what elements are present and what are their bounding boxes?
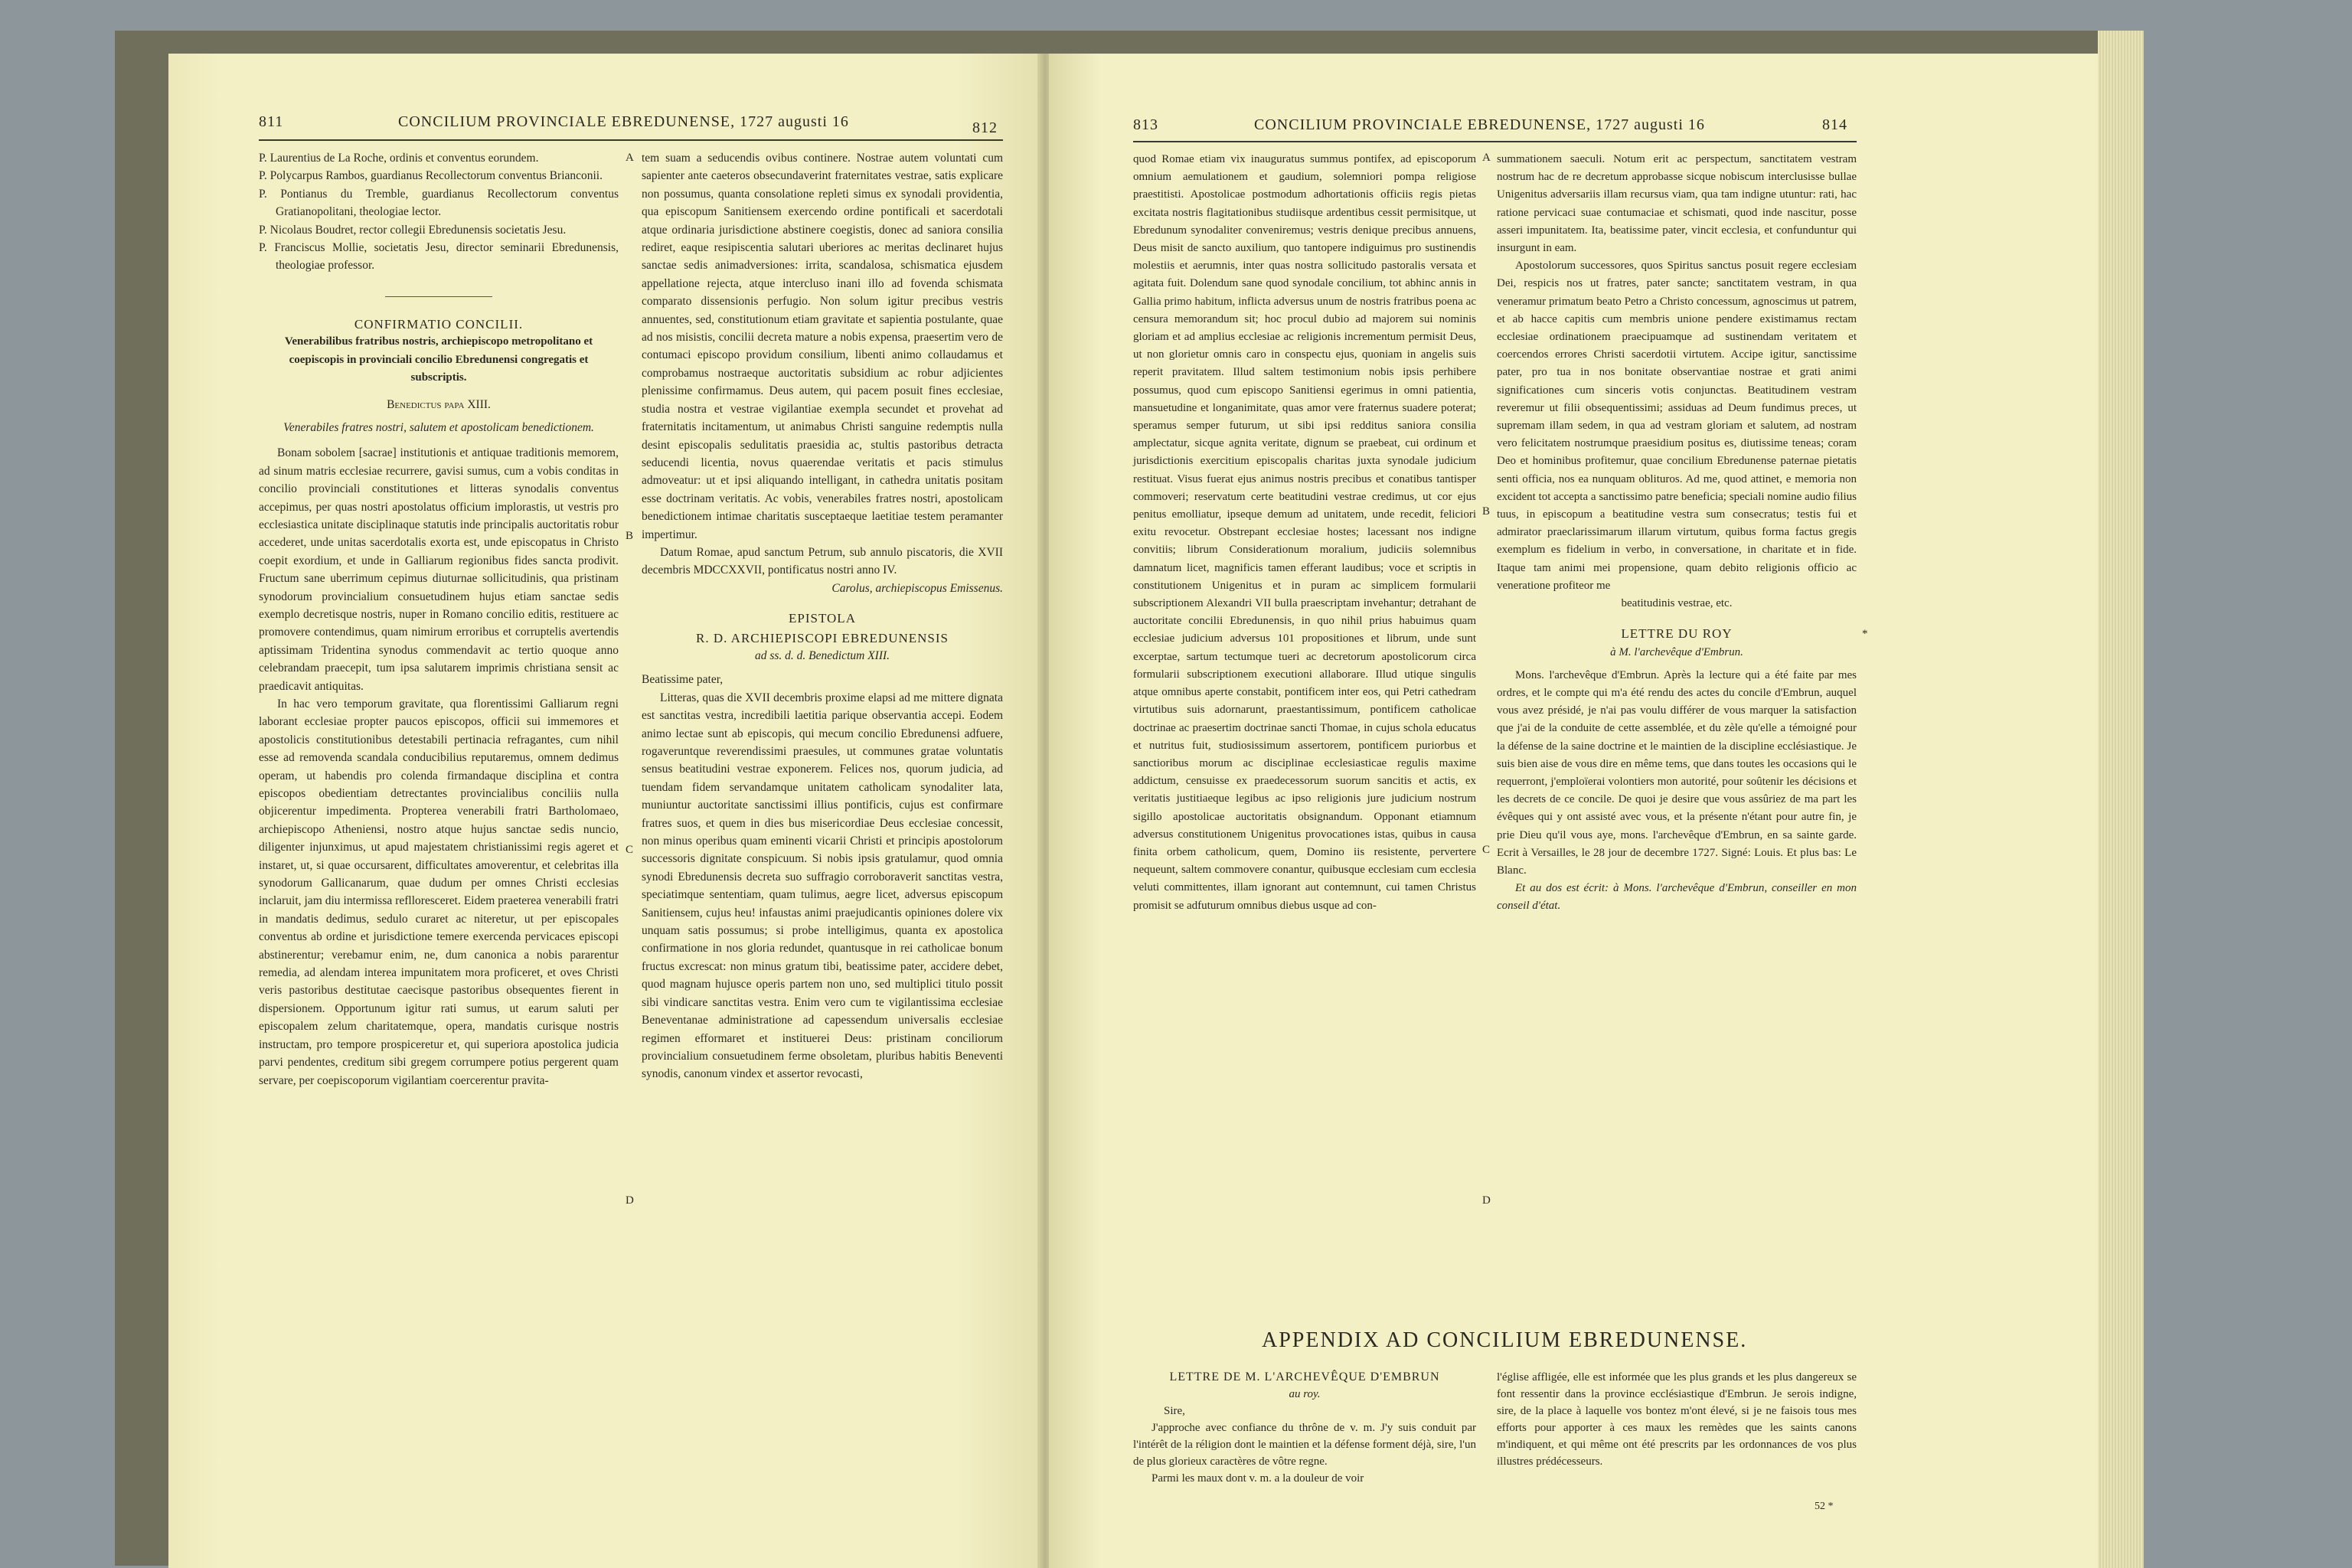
lettre-du-roy-heading: LETTRE DU ROY (1621, 626, 1733, 642)
signatory-1: P. Laurentius de La Roche, ordinis et conventus eorundem. (259, 152, 539, 165)
appendix-column-left (1133, 1369, 1476, 1487)
epistola-greeting: Beatissime pater, (642, 673, 724, 687)
bull-dating: Datum Romae, apud sanctum Petrum, sub annulo piscatoris, die XVII decembris MDCCXXVII, pontificatus nostri anno IV. (642, 545, 1003, 577)
column-811 (259, 149, 619, 1089)
right-page (1049, 54, 2098, 1568)
lettre-archeveque-heading: LETTRE DE M. L'ARCHEVÊQUE D'EMBRUN (1169, 1370, 1440, 1383)
signatory-5: P. Franciscus Mollie, societatis Jesu, director seminarii Ebredunensis, theologiae professor. (259, 241, 619, 273)
header-rule-right (1133, 141, 1857, 142)
bull-continuation: tem suam a seducendis ovibus continere. Nostrae autem voluntati cum sapienter ante caeteros obsecundaverint fraternitates vestrae, satis explicare non possumus, quanta consolatione repleti simus ex synodali providentia, qua episcopum Sanitiensem exercendo ordine pontificali et sacerdotali atque ordinaria jurisdictione abstinere coegistis, donec ad saniora consilia rediret, eaque resipiscentia salutari uberiores ac meritas declinaret hujus sanctae sedis animadversiones: irrita, scandalosa, schismatica ejusdem appellatione rejecta, atque intercluso inani illo ad fovenda schismata comparato dissensionis perfugio. Non solum igitur precibus vestris annuentes, sed, constitutionum etiam gravitate et sapientia postulante, quae ad nos misistis, concilii decreta mature a nobis expensa, praesertim vero de contumaci episcopo providum consilium, libenti animo collaudamus et comprobamus nostraeque auctoritatis subsidium ac robur adjicientes plenissime confirmamus. Deus autem, qui pacem posuit fines ecclesiae, studia nostra et vestrae vigilantiae exempla secundet et provehat ad fraternitatis incitamentum, ut animabus Christi sanguine redemptis nulla desint episcopalis sedulitatis praesidia ac, stultis pastoribus detracta seducendi licentia, novus quaerendae veritatis et pacis stimulus admoveatur: ut et ipsi aliquando intelligant, in cathedra unitatis positam esse doctrinam veritatis. Ac vobis, venerabiles fratres nostri, apostolicam benedictionem intimae charitatis susceptaeque laetitiae testem peramanter impertimur. (642, 152, 1003, 541)
page-edges (2098, 31, 2144, 1568)
epistola-paragraph-2: Apostolorum successores, quos Spiritus sanctus posuit regere ecclesiam Dei, respicis nos ut fratres, pater sancte; sanctitatem vestram, in qua veneramur primatum beato Petro a Christo concessum, agnoscimus ut patrem, et ab hacce capitis cum membris unione pendere existimamus rectam ecclesiae ordinationem praecipuamque ad sustinendam veritatem et coercendos errores Christi sacerdotii virtutem. Accipe igitur, sanctissime pater, pro tua in nos bonitate observantiae nostrae et grati animi significationes cum sinceris votis conjunctas. Beatitudinem vestram reveremur ut filii obsequentissimi; assiduas ad Deum fundimus preces, ut supremam illam sedem, in qua ad vestram gloriam et salutem, ad nostram vero felicitatem nostrumque praesidium positus es, diutissime teneas; coram Deo et hominibus profitemur, quae concilium Ebredunense paternae pietatis senti officia, nos ea nunquam oblituros. Ad me, quod attinet, e memoria non excident tot accepta a sanctissimo patre beneficia; speciali nomine audio filius tuus, in episcopum a beatitudine vestra sum consecratus; testis fui et admirator praeclarissimarum illarum virtutum, quibus forma factus gregis exemplum es fidelium in verbo, in conversatione, in charitate et in fide. Itaque tam animi mei propensione, quam debito religionis officio ac veneratione profiteor me (1497, 260, 1857, 592)
signatory-2: P. Polycarpus Rambos, guardianus Recollectorum conventus Brianconii. (259, 169, 603, 183)
margin-letter-b-right: B (1482, 505, 1491, 518)
margin-letter-c: C (626, 844, 634, 856)
left-running-header (168, 113, 1041, 136)
running-title-right: CONCILIUM PROVINCIALE EBREDUNENSE, 1727 augusti 16 (1254, 116, 1705, 133)
lettre-archeveque-addressee: au roy. (1289, 1388, 1321, 1400)
column-number-811: 811 (259, 113, 284, 130)
epistola-subheading: R. D. ARCHIEPISCOPI EBREDUNENSIS (695, 630, 949, 645)
lettre-archeveque-continuation: l'église affligée, elle est informée que les plus grands et les plus dangereux se font ressentir dans la province ecclésiastique d'Embrun. Je serois indigne, sire, de la place à laquelle vos bontez m'ont élevé, si je ne faisois tous mes efforts pour apporter à ces maux les remèdes que les saints canons m'indiquent, et qui même ont été prescrits par les ordonnances de vos plus illustres prédécesseurs. (1497, 1371, 1857, 1468)
bull-paragraph-2: In hac vero temporum gravitate, qua florentissimi Galliarum regni laborant ecclesiae propter paucos episcopos, officii sui immemores et apostolicis constitutionibus detestabili pertinacia refragantes, cum nihil esse ad removenda scandala conducibilius reputaremus, omnem dedimus operam, ut habendis pro colenda firmandaque disciplina et contra episcopos obedientiam detrectantes provincialibus conciliis nulla objicerentur impedimenta. Propterea venerabili fratri Bartholomaeo, archiepiscopo Atheniensi, nostro atque hujus sanctae sedis nuncio, diligenter injunximus, ut apud majestatem christianissimi regis ageret et instaret, ut, si quae occursarent, difficultates amoverentur, et celebritas illa synodorum Gallicanarum, quae dudum per omnes Christi ecclesias inclaruit, jam diu intermissa reflloresceret. Eidem praeterea venerabili fratri in mandatis dedimus, sedulo curaret ac niteretur, ut per episcopales conventus ab ordine et jurisdictione temere exercenda pervicaces episcopi abstinerentur; verebamur enim, ne, dum canonica a nobis pararentur remedia, ad alendam interea impunitatem mora proficeret, et oves Christi veris pastoribus destitutae caecisque pastoribus obsequentes fierent in dispersionem. Opportunum igitur rati sumus, ut earum saluti per episcopalem zelum charitatemque, opera, mandatis curisque nostris instructam, pro tempore prospiceretur et, qui superiora apostolica judicia parvi pendentes, creditum sibi gregem corrumpere potius pergerent quam servare, per coepiscoporum vigilantiam coercerentur pravita- (259, 697, 619, 1087)
signatory-4: P. Nicolaus Boudret, rector collegii Ebredunensis societatis Jesu. (259, 223, 567, 237)
confirmatio-address: Venerabilibus fratribus nostris, archiepiscopo metropolitano et coepiscopis in provinciali concilio Ebredunensi congregatis et subscriptis. (284, 335, 593, 384)
margin-letter-b: B (626, 530, 634, 542)
epistola-addressee: ad ss. d. d. Benedictum XIII. (754, 648, 890, 662)
margin-letter-a: A (626, 152, 634, 164)
column-number-813: 813 (1133, 116, 1158, 133)
lettre-archeveque-body-2: Parmi les maux dont v. m. a la douleur de voir (1152, 1472, 1364, 1485)
column-814 (1497, 151, 1857, 916)
pope-name: Benedictus papa XIII. (387, 398, 491, 412)
epistola-heading: EPISTOLA (789, 611, 856, 626)
margin-letter-d-right: D (1482, 1194, 1491, 1207)
right-running-header (1049, 116, 2098, 135)
margin-letter-d: D (626, 1194, 634, 1207)
signature-mark: 52 * (1815, 1501, 1834, 1512)
margin-letter-a-right: A (1482, 152, 1491, 164)
signatory-3: P. Pontianus du Tremble, guardianus Recollectorum conventus Gratianopolitani, theologiae lector. (259, 187, 619, 219)
epistola-continuation: quod Romae etiam vix inauguratus summus pontifex, ad episcoporum omnium aemulationem et gaudium, solemniori pompa religiose praestitisti. Apostolicae postmodum adhortationis officiis regis pietas excitata nostris flagitationibus studiisque ardentibus cessit permisitque, ut Ebredunum synodaliter conveniremus; vestris denique precibus annuens, Deus misit de sancto auxilium, quo tantopere indiguimus pro sustinendis molestiis et aerumnis, inter quas nostra sollicitudo pastoralis versata et agitata fuit. Dolendum sane quod synodale concilium, tot abhinc annis in Gallia primo habitum, inflicta adversus unum de nostris fratribus poena ac censura memorandum sit; hoc procul dubio ad majorem sui nominis gloriam et ad amplius ecclesiae ac religionis incrementum permisit Deus, ut non glorietur omnis caro in conspectu ejus, quoniam in angelis suis reperit pravitatem. Illud saltem testimonium nobis ipsis perhibere possumus, quod cum episcopo Sanitiensi egerimus in omni patientia, mansuetudine et longanimitate, quas amor vere fraternus suadere poterat; speramus semper futurum, ut sibi ipsi redditus saniora consilia amplectatur, sicque agnita veritate, dignum se praebeat, cui ordinum et jurisdictionis exercitium episcopalis charitas juxta synodale judicium restituat. Visus fuerat ejus animus nostris precibus et conatibus tantisper commoveri; reservatum certe beatitudini vestrae credimus, ut cor ejus penitus emolliatur, ipseque demum ad unitatem, unde recedit, feliciori exitu revocetur. Obstrepant ecclesiae hostes; lacessant nos indigne convitiis; librum Considerationum moralium, judiciis solemnibus damnatum licet, magnificis tamen efferant laudibus; voce et scriptis in constitutionem Unigenitus et in puram ac simplicem formularii subscriptionem Alexandri VII bulla praescriptam invehantur; detrahant de auctoritate concilii Ebredunensis, in quo nihil prius habuimus quam ecclesiae judicium adversus 101 propositiones et librum, unde sunt excerptae, sartum tectumque tueri ac decretorum apostolicorum circa formularii subscriptionem executioni allaborare. Illud utique singulis atque omnibus aperte constabit, pontificem inter eos, qui Petri cathedram virtutibus suis adornarunt, praestantissimum, pontificem catholicae doctrinae ac praesertim doctrinae sancti Thomae, in cujus schola educatus et nutritus fuit, studiosissimum assertorem, pontificem puriorbus et sanctioribus morum ac disciplinae ecclesiasticae regulis maxime addictum, censuisse ex praedecessorum suorum sancitis et actis, ex veritatis justitiaeque legibus ac ipso religionis jure judicium nostrum sigillo apostolicae auctoritatis obsignandum. Opponant etiamnum adversus constitutionem Unigenitus provocationes istas, quibus in causa finita orbem catholicum, quem, Domino iis resistente, pervertere nequeunt, saltem commovere conantur, quibusque ecclesiam cum ecclesia veluti committentes, illam ignorant aut contemnunt, cui tamen Christus promisit se adfuturum omnibus diebus usque ad con- (1133, 153, 1476, 912)
margin-letter-c-right: C (1482, 844, 1491, 856)
epistola-body: Litteras, quas die XVII decembris proxime elapsi ad me mittere dignata est sanctitas vestra, incredibili laetitia parique observantia accepi. Eodem animo lectae sunt ab episcopis, qui mecum concilio Ebredunensi adfuere, rogaveruntque reverendissimi praesules, ut communes gratae voluntatis sensus beatitudini vestrae exponerem. Felices nos, quorum judicia, ad tuendam fidem servandamque unitatem catholicam synodaliter lata, muniuntur auctoritate sanctissimi illius pontificis, cujus est confirmare fratres suos, et quem in dies bus misericordiae Deus ecclesiae concessit, non minus operibus quam eminenti vicarii Christi et principis apostolorum successoris dignitate conspicuum. Si nobis ipsis gratulamur, quod omnia synodi Ebredunensis decreta suo suffragio corroboraverit sanctitas vestra, speciatimque sententiam, quam tulimus, aegre licet, adversus episcopum Sanitiensem, cujus heu! infaustas animi praejudicantis opiniones dolere vix unquam satis possumus; si probe intelligimus, quanta ex apostolica confirmatione in nos gloria redundet, quantusque in rei catholicae bonum fructus excrescat: non minus gratum tibi, beatissime pater, accidere debet, quod magnam hujusce operis partem non uno, sed multiplici titulo possit sibi vindicare sanctitas vestra. Enim vero cum te vigilantissima ecclesiae Beneventanae administratione ad capessendum universalis ecclesiae regimen efformaret et instituerei Deus: pristinam conciliorum provincialium consuetudinem ferme obsoletam, pluribus habitis Beneventi synodis, canonum vindex et assertor revocasti, (642, 691, 1003, 1081)
column-813 (1133, 151, 1476, 915)
lettre-du-roy-dos: Et au dos est écrit: à Mons. l'archevêque d'Embrun, conseiller en mon conseil d'état. (1497, 882, 1857, 913)
epistola-continuation-814: summationem saeculi. Notum erit ac perspectum, sanctitatem vestram nostrum hac de re decretum approbasse sicque nobiscum interclusisse bullae Unigenitus adversariis illam recursus viam, qua tam indigne utuntur: rati, hac ratione pervicaci suae contumaciae et schismati, quod inde nascitur, posse asseri impunitatem. Ita, beatissime pater, vincit ecclesia, et confunduntur qui insurgunt in eam. (1497, 153, 1857, 255)
salutation: Venerabiles fratres nostri, salutem et apostolicam benedictionem. (283, 420, 594, 434)
appendix-heading: APPENDIX AD CONCILIUM EBREDUNENSE. (1262, 1328, 1748, 1352)
lettre-du-roy-body: Mons. l'archevêque d'Embrun. Après la lecture qui a été faite par mes ordres, et le compte qui m'a été rendu des actes du concile d'Embrun, auquel vous avez présidé, je n'ai pas voulu différer de vous marquer la satisfaction que j'ai de la conduite de cette assemblée, et du zèle qu'elle a témoigné pour la défense de la saine doctrine et le maintien de la discipline ecclésiastique. Je suis bien aise de vous dire en même tems, que dans toutes les occasions qui le requerront, j'emploïerai volontiers mon autorité, pour soûtenir les décisions et les decrets de ce concile. De quoi je desire que vous assûriez de ma part les évêques qui y ont assisté avec vous, et la présente n'étant pour autre fin, je prie Dieu qu'il vous aye, mons. l'archevêque d'Embrun, en sa sainte garde. Ecrit à Versailles, le 28 jour de decembre 1727. Signé: Louis. Et plus bas: Le Blanc. (1497, 668, 1857, 877)
confirmatio-heading: CONFIRMATIO CONCILII. (354, 316, 524, 332)
left-page (168, 54, 1041, 1568)
running-title: CONCILIUM PROVINCIALE EBREDUNENSE, 1727 augusti 16 (398, 113, 849, 130)
bull-paragraph-1: Bonam sobolem [sacrae] institutionis et antiquae traditionis memorem, ad sinum matris ecclesiae recurrere, gavisi sumus, cum a vobis conditas in concilio provinciali constitutiones et litteras synodalis conventus accepimus, per quas nostri apostolatus officium implorastis, ut vestris pro ecclesiastica unitate disciplinaque statutis inde principalis auctoritatis robur accederet, unde unitas sacerdotalis exorta est, unde episcopatus in Christo coepit exordium, et unde in Galliarum regionibus fides sancta prodivit. Fructum sane uberrimum cepimus diuturnae sollicitudinis, qua pristinam synodorum provincialium consuetudinem hujus etiam sanctae sedis exemplo decretisque nostris, nuper in Romano concilio editis, restituere ac promovere contendimus, quam nimirum erroribus et corruptelis avertendis aptissimam Tridentina synodus commendavit ac tertio quoque anno celebrandam praecepit, tum ipsa salutarem imprimis christiana sensit ac praedicavit antiquitas. (259, 446, 619, 693)
lettre-du-roy-addressee: à M. l'archevêque d'Embrun. (1610, 646, 1743, 659)
bull-signature: Carolus, archiepiscopus Emissenus. (831, 581, 1003, 595)
column-812 (642, 149, 1003, 1083)
lettre-archeveque-sire: Sire, (1164, 1405, 1185, 1417)
column-number-812: 812 (972, 119, 998, 136)
lettre-archeveque-body: J'approche avec confiance du thrône de v. m. J'y suis conduit par l'intérêt de la réligion dont le maintien et la défense forment déjà, sire, l'un de plus glorieux caractères de vôtre regne. (1133, 1422, 1476, 1468)
header-rule (259, 139, 1003, 141)
appendix-column-right (1497, 1369, 1857, 1470)
epistola-closing: beatitudinis vestrae, etc. (1621, 597, 1733, 610)
column-number-814: 814 (1822, 116, 1847, 133)
margin-asterisk: * (1862, 628, 1868, 640)
section-divider (385, 296, 492, 297)
